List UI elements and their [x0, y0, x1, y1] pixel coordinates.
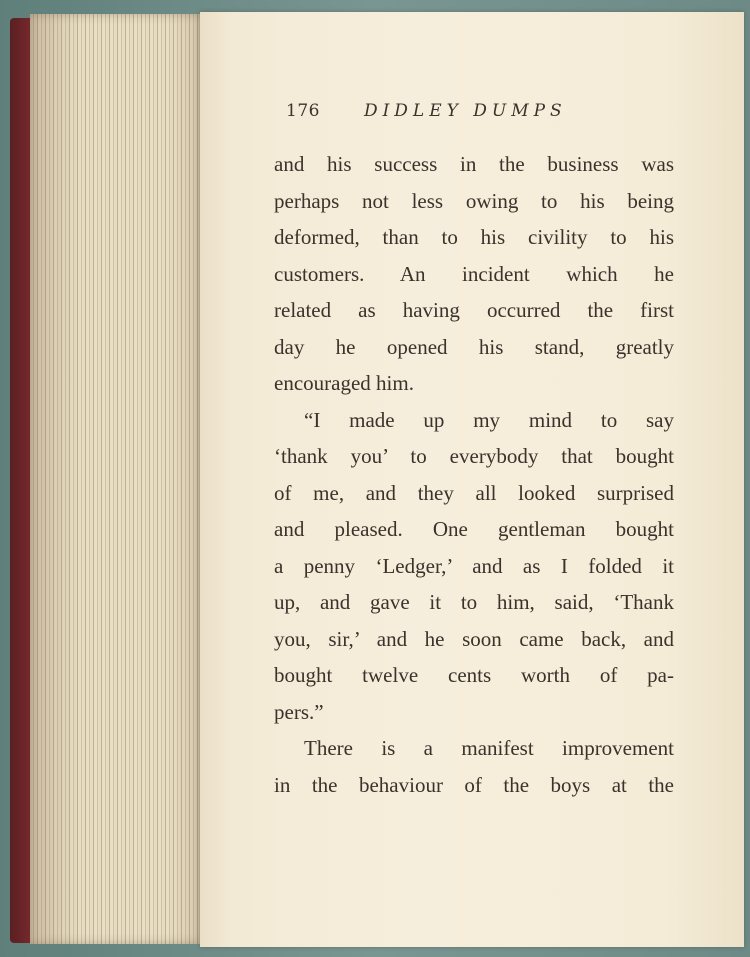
text-line: ‘thank you’ to everybody that bought — [274, 444, 674, 468]
text-line: of me, and they all looked surprised — [274, 480, 674, 505]
text-line: perhaps not less owing to his being — [274, 188, 674, 213]
text-line: There is a manifest improvement — [304, 736, 674, 760]
text-line: encouraged him. — [274, 371, 414, 395]
text-line: bought twelve cents worth of pa- — [274, 663, 674, 687]
running-title: DIDLEY DUMPS — [363, 101, 567, 121]
text-line: you, sir,’ and he soon came back, and — [274, 626, 674, 651]
text-line: up, and gave it to him, said, ‘Thank — [274, 590, 674, 614]
text-line: deformed, than to his civility to his — [274, 225, 674, 249]
text-line: customers. An incident which he — [274, 261, 674, 286]
running-head — [286, 101, 606, 121]
text-line: “I made up my mind to say — [304, 407, 674, 432]
text-line: and pleased. One gentleman bought — [274, 517, 674, 541]
text-line: related as having occurred the first — [274, 298, 674, 322]
body-text — [274, 146, 674, 803]
text-line: day he opened his stand, greatly — [274, 334, 674, 359]
text-line: a penny ‘Ledger,’ and as I folded it — [274, 553, 674, 578]
page-edges-shade — [30, 14, 202, 944]
text-line: and his success in the business was — [274, 152, 674, 176]
page-number: 176 — [286, 101, 320, 121]
text-line: in the behaviour of the boys at the — [274, 772, 674, 797]
text-line: pers.” — [274, 699, 324, 724]
